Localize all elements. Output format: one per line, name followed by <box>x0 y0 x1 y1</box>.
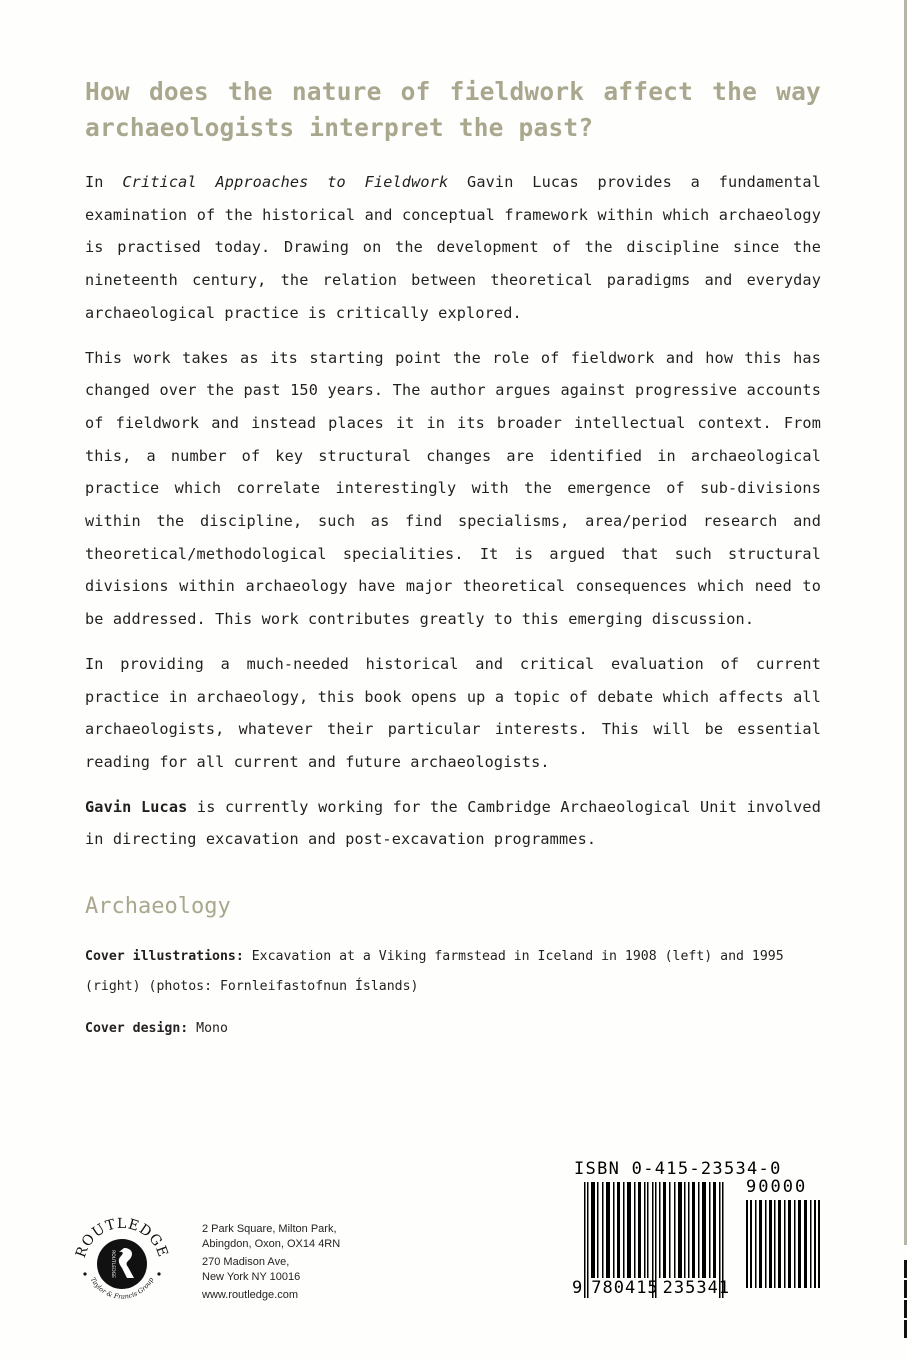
book-title: Critical Approaches to Fieldwork <box>122 173 449 191</box>
cover-illustrations-credit <box>85 942 821 1002</box>
ean-group2: 235341 <box>662 1278 731 1298</box>
svg-text:ROUTLEDGE: ROUTLEDGE <box>110 1250 115 1278</box>
price-code: 90000 <box>746 1177 808 1197</box>
svg-text:ROUTLEDGE: ROUTLEDGE <box>73 1215 171 1260</box>
publisher-address <box>202 1222 340 1303</box>
author-name: Gavin Lucas <box>85 797 188 816</box>
blurb <box>85 74 821 1056</box>
paragraph-intro <box>85 166 821 330</box>
publisher-website: www.routledge.com <box>202 1289 298 1301</box>
paragraph-starting-point: This work takes as its starting point the role of fieldwork and how this has changed over the past 150 years. The author argues against progressive accounts of fieldwork and instead places it in its broader intellectual context. From this, a number of key structural changes are identified in archaeological practice which correlate interestingly with the emergence of sub-divisions within the discipline, such as find specialisms, area/period research and theoretical/methodological specialities. It is argued that such structural divisions within archaeology have major theoretical consequences which need to be addressed. This work contributes greatly to this emerging discussion. <box>85 348 821 629</box>
ean-digits <box>572 1278 730 1298</box>
credit-label: Cover design: <box>85 1021 189 1037</box>
publisher-block <box>72 1212 392 1312</box>
paragraph-author-bio <box>85 791 821 856</box>
isbn-number: ISBN 0-415-23534-0 <box>574 1159 782 1179</box>
paragraph-evaluation: In providing a much-needed historical and critical evaluation of current practice in archaeology, this book opens up a topic of debate which affects all archaeologists, whatever their particular interests. This will be essential reading for all current and future archaeologists. <box>85 654 821 771</box>
ean-lead-digit: 9 <box>572 1278 584 1298</box>
routledge-logo-icon <box>72 1212 172 1312</box>
text: is currently working for the Cambridge Archaeological Unit involved in directing excavation and post-excavation programmes. <box>85 797 822 849</box>
ean-group1: 780415 <box>591 1278 659 1298</box>
cover-design-credit <box>85 1014 821 1044</box>
isbn-barcode <box>572 1160 822 1300</box>
addon-barcode-icon <box>746 1200 822 1290</box>
text: Gavin Lucas provides a fundamental examination of the historical and conceptual framework within which archaeology is practised today. Drawing on the development of the discipline since the nineteenth century, the relation between theoretical paradigms and everyday archaeological practice is critically explored. <box>85 173 821 322</box>
address-us-line1: 270 Madison Ave, <box>202 1256 290 1268</box>
headline: How does the nature of fieldwork affect the way archaeologists interpret the past? <box>85 77 821 142</box>
address-uk-line2: Abingdon, Oxon, OX14 4RN <box>202 1237 341 1250</box>
text: In <box>85 173 123 191</box>
credit-text: Mono <box>188 1021 228 1037</box>
address-us-line2: New York NY 10016 <box>202 1270 301 1283</box>
svg-text:Taylor & Francis Group: Taylor & Francis Group <box>88 1276 156 1301</box>
subject-category: Archaeology <box>85 894 231 920</box>
address-uk-line1: 2 Park Square, Milton Park, <box>202 1223 337 1235</box>
credit-text: Excavation at a Viking farmstead in Iceland in 1908 (left) and 1995 (right) (photos: Fornleifastofnun Íslands) <box>85 949 784 995</box>
credit-label: Cover illustrations: <box>85 949 244 965</box>
